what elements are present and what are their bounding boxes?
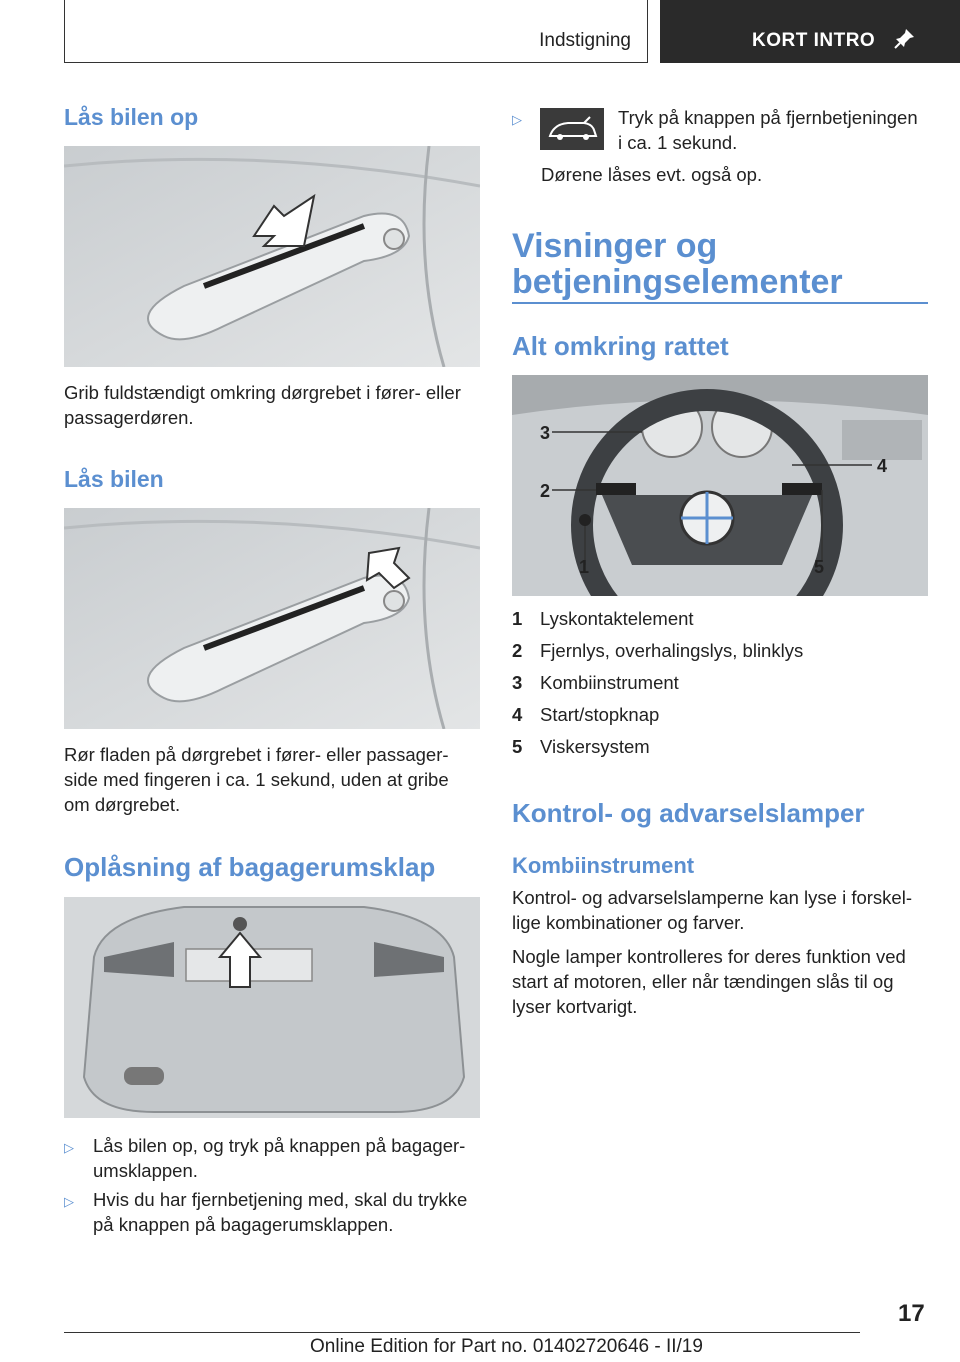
trunk-image: [64, 897, 480, 1118]
legend-text: Lyskontaktelement: [540, 608, 694, 629]
header-chapter-title: KORT INTRO: [752, 30, 876, 51]
paragraph-lamps-1: [512, 885, 912, 935]
text-line: på knappen på bagagerumsklappen.: [93, 1214, 394, 1235]
legend-number: 4: [512, 704, 523, 725]
bullet-triangle-icon: ▷: [512, 112, 522, 127]
heading-controls: [512, 228, 843, 300]
heading-steering-wheel: Alt omkring rattet: [512, 331, 729, 361]
heading-rule: [512, 302, 928, 304]
bullet-triangle-icon: ▷: [64, 1194, 74, 1209]
legend-number: 5: [512, 736, 523, 757]
bullet-item: [64, 1187, 480, 1237]
text-line: i ca. 1 sekund.: [618, 132, 738, 153]
bullet-item: [64, 1133, 480, 1183]
callout-3: 3: [540, 423, 551, 443]
header-chapter-box: [660, 0, 960, 63]
door-handle-unlock-image: [64, 146, 480, 367]
text-line: lige kombinationer og farver.: [512, 912, 745, 933]
text-line: Grib fuldstændigt omkring dørgrebet i fører- eller: [64, 382, 461, 403]
heading-line: betjeningselementer: [512, 263, 843, 301]
footer-rule: [64, 1332, 860, 1333]
callout-4: 4: [877, 456, 888, 476]
legend-number: 2: [512, 640, 523, 661]
header-section-title: Indstigning: [539, 30, 631, 51]
text-line: Kontrol- og advarselslamperne kan lyse i forskel-: [512, 887, 912, 908]
bullet-item-remote: [512, 105, 928, 155]
page-number: 17: [898, 1300, 925, 1327]
heading-line: Visninger og: [512, 227, 718, 265]
legend-item: [512, 672, 928, 698]
footer-edition: Online Edition for Part no. 01402720646 - II/19: [310, 1336, 703, 1357]
text-line: Nogle lamper kontrolleres for deres funktion ved: [512, 946, 906, 967]
callout-2: 2: [540, 481, 551, 501]
trunk-button-icon: [540, 108, 604, 150]
door-handle-lock-image: [64, 508, 480, 729]
callout-5: 5: [814, 557, 825, 577]
legend-item: [512, 608, 928, 634]
legend-text: Fjernlys, overhalingslys, blinklys: [540, 640, 804, 661]
bullet-triangle-icon: ▷: [64, 1140, 74, 1155]
header-section-box: [64, 0, 648, 63]
legend-list: [512, 608, 928, 768]
text-line: umsklappen.: [93, 1160, 198, 1181]
heading-lock-car: Lås bilen: [64, 466, 164, 492]
legend-text: Viskersystem: [540, 736, 650, 757]
text-line: Tryk på knappen på fjernbetjeningen: [618, 107, 918, 128]
paragraph-lock: [64, 742, 449, 817]
pin-icon: [894, 27, 916, 49]
legend-item: [512, 704, 928, 730]
text-line: Lås bilen op, og tryk på knappen på bagager-: [93, 1135, 466, 1156]
paragraph-lamps-2: [512, 944, 906, 1019]
legend-number: 1: [512, 608, 523, 629]
legend-item: [512, 640, 928, 666]
legend-number: 3: [512, 672, 523, 693]
heading-instrument-cluster: Kombiinstrument: [512, 853, 695, 878]
legend-item: [512, 736, 928, 762]
paragraph-unlock: [64, 380, 461, 430]
legend-text: Kombiinstrument: [540, 672, 679, 693]
callout-1: 1: [579, 557, 590, 577]
text-line: Hvis du har fjernbetjening med, skal du trykke: [93, 1189, 468, 1210]
text-line: om dørgrebet.: [64, 794, 181, 815]
steering-wheel-image: [512, 375, 928, 596]
heading-warning-lamps: Kontrol- og advarselslamper: [512, 798, 865, 828]
text-line: passagerdøren.: [64, 407, 194, 428]
heading-unlock-car: Lås bilen op: [64, 104, 199, 130]
remote-note: Dørene låses evt. også op.: [541, 164, 763, 185]
text-line: Rør fladen på dørgrebet i fører- eller passager-: [64, 744, 449, 765]
legend-text: Start/stopknap: [540, 704, 660, 725]
text-line: side med fingeren i ca. 1 sekund, uden at gribe: [64, 769, 449, 790]
text-line: lyser kortvarigt.: [512, 996, 638, 1017]
text-line: start af motoren, eller når tændingen slås til og: [512, 971, 894, 992]
heading-trunk-unlock: Oplåsning af bagagerumsklap: [64, 852, 436, 882]
